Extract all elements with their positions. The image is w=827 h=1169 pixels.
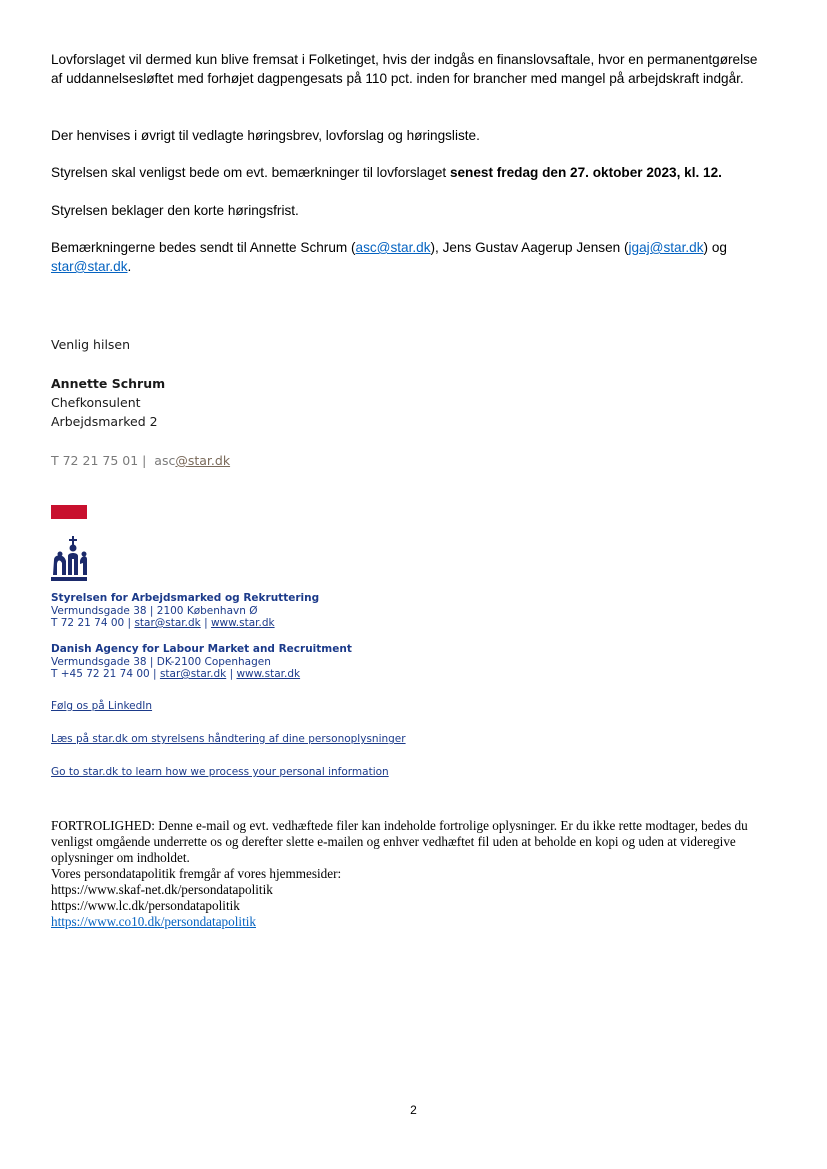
signature-title: Chefkonsulent	[51, 395, 141, 410]
paragraph-attachments: Der henvises i øvrigt til vedlagte høringsbrev, lovforslag og høringsliste.	[51, 128, 480, 143]
confidentiality-notice	[51, 818, 781, 930]
agency-phone-danish: T 72 21 74 00 |	[51, 617, 132, 629]
send-to-text-d: .	[127, 259, 132, 274]
signature-email-prefix: asc	[154, 453, 176, 468]
agency-block-english	[51, 643, 352, 681]
paragraph-apology: Styrelsen beklager den korte høringsfrist.	[51, 203, 299, 218]
privacy-url-co10[interactable]: https://www.co10.dk/persondatapolitik	[51, 914, 256, 929]
agency-web-danish[interactable]: www.star.dk	[210, 617, 275, 629]
signature-contact	[51, 453, 230, 468]
send-to-text-a: Bemærkningerne bedes sendt til Annette Schrum (	[51, 240, 356, 255]
agency-email-english[interactable]: star@star.dk	[159, 668, 227, 680]
send-to-text-b: ), Jens Gustav Aagerup Jensen (	[430, 240, 629, 255]
signature-department: Arbejdsmarked 2	[51, 414, 158, 429]
email-link-asc[interactable]: asc@star.dk	[355, 240, 431, 255]
agency-address-danish: Vermundsgade 38 | 2100 København Ø	[51, 604, 258, 617]
paragraph-send-to	[51, 238, 771, 276]
privacy-url-lc: https://www.lc.dk/persondatapolitik	[51, 898, 240, 913]
paragraph-deadline	[51, 163, 771, 182]
paragraph-legislation-condition: Lovforslaget vil dermed kun blive fremsat i Folketinget, hvis der indgås en finanslovsaftale, hvor en permanentgørelse af uddannelsesløftet med forhøjet dagpengesats på 110 pct. inden for brancher med mangel på arbejdskraft indgår.	[51, 52, 758, 86]
deadline-intro: Styrelsen skal venligst bede om evt. bemærkninger til lovforslaget	[51, 165, 450, 180]
email-link-star[interactable]: star@star.dk	[51, 259, 128, 274]
agency-email-danish[interactable]: star@star.dk	[134, 617, 201, 629]
agency-address-english: Vermundsgade 38 | DK-2100 Copenhagen	[51, 655, 271, 668]
privacy-link-english[interactable]: Go to star.dk to learn how we process your personal information	[51, 766, 389, 778]
agency-contact-english	[51, 668, 352, 681]
privacy-url-skaf: https://www.skaf-net.dk/persondatapolitik	[51, 882, 273, 897]
email-link-jgaj[interactable]: jgaj@star.dk	[628, 240, 704, 255]
linkedin-link[interactable]: Følg os på LinkedIn	[51, 700, 153, 712]
agency-contact-danish	[51, 617, 319, 630]
agency-phone-english: T +45 72 21 74 00 |	[51, 668, 157, 680]
signature-phone: T 72 21 75 01 |	[51, 453, 147, 468]
signature-greeting: Venlig hilsen	[51, 337, 131, 352]
agency-separator-english: |	[229, 668, 234, 680]
agency-name-english: Danish Agency for Labour Market and Recruitment	[51, 643, 352, 655]
privacy-policy-intro: Vores persondatapolitik fremgår af vores hjemmesider:	[51, 866, 342, 881]
agency-block-danish	[51, 592, 319, 630]
send-to-text-c: ) og	[703, 240, 727, 255]
confidentiality-text: FORTROLIGHED: Denne e-mail og evt. vedhæftede filer kan indeholde fortrolige oplysninger. Er du ikke rette modtager, bedes du venligst omgående underrette os og derefter slette e-mailen og enhver vedhæftet fil uden at beholde en kopi og uden at videregive oplysninger om indholdet.	[51, 818, 748, 865]
privacy-link-danish[interactable]: Læs på star.dk om styrelsens håndtering af dine personoplysninger	[51, 733, 406, 745]
agency-separator-danish: |	[204, 617, 208, 629]
logo-red-bar	[51, 505, 87, 519]
agency-web-english[interactable]: www.star.dk	[236, 668, 301, 680]
agency-name-danish: Styrelsen for Arbejdsmarked og Rekruttering	[51, 592, 320, 604]
signature-email-link[interactable]: @star.dk	[175, 453, 231, 468]
deadline-date: senest fredag den 27. oktober 2023, kl. 12.	[449, 165, 722, 180]
page-number: 2	[410, 1103, 417, 1117]
crown-logo-icon	[51, 534, 87, 584]
signature-name: Annette Schrum	[51, 376, 166, 391]
